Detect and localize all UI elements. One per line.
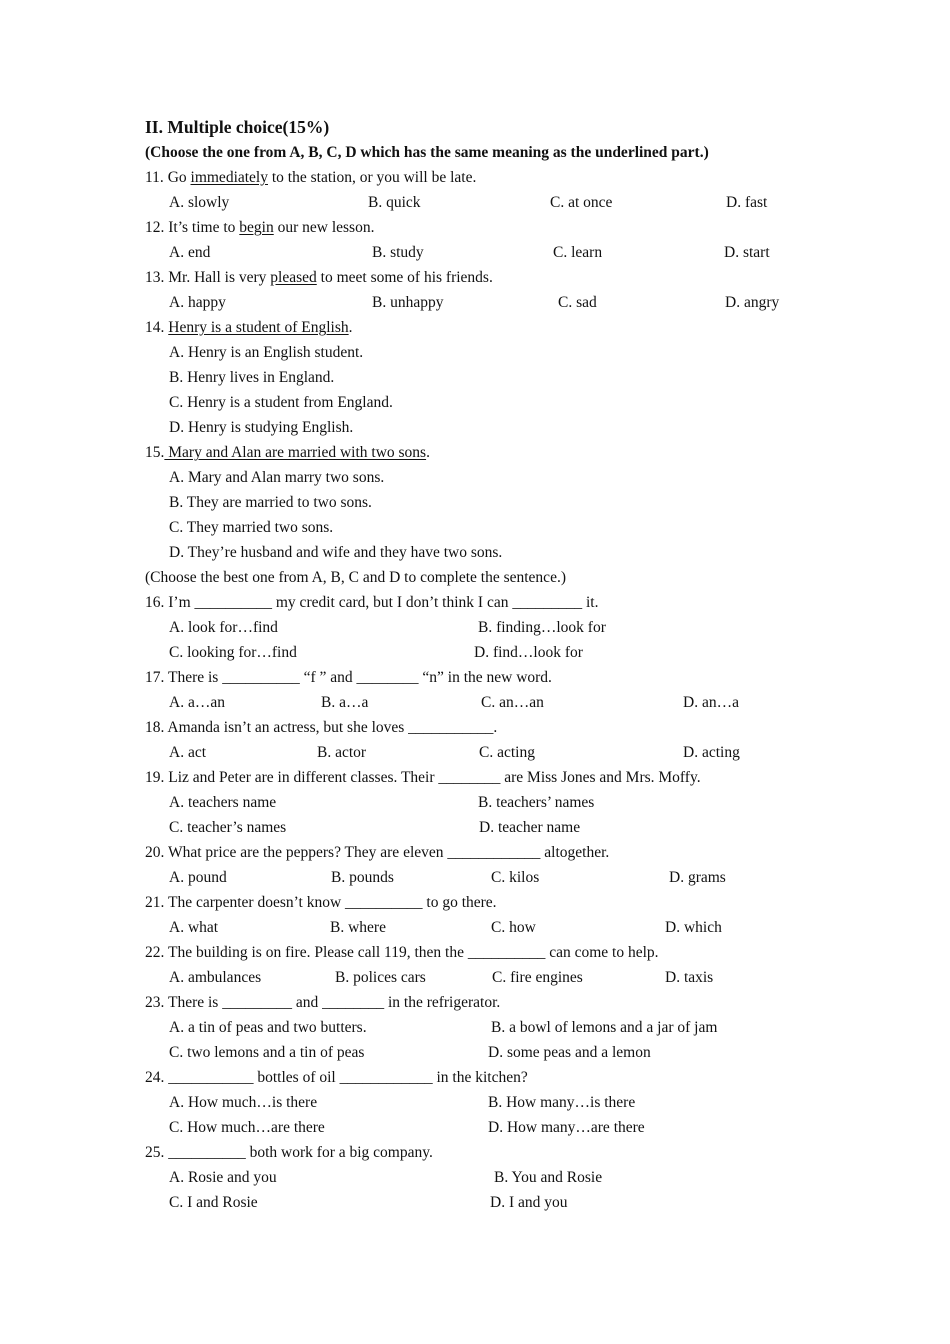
option-a: A. ambulances bbox=[169, 969, 262, 986]
option-c: C. at once bbox=[550, 194, 613, 211]
underlined-part: Mary and Alan are married with two sons bbox=[164, 444, 427, 461]
question-25: 25. __________ both work for a big company. bbox=[145, 1144, 433, 1161]
option-b: B. where bbox=[330, 919, 386, 936]
option-c: C. sad bbox=[558, 294, 597, 311]
option-a: A. act bbox=[169, 744, 207, 761]
option-d: D. an…a bbox=[683, 694, 739, 711]
options-25-row1 bbox=[145, 1165, 825, 1190]
options-23-row1 bbox=[145, 1015, 825, 1040]
options-22 bbox=[145, 965, 825, 990]
option-a: A. pound bbox=[169, 869, 227, 886]
option-b: B. They are married to two sons. bbox=[169, 494, 372, 511]
option-a: A. look for…find bbox=[169, 619, 278, 636]
option-b: B. a bowl of lemons and a jar of jam bbox=[491, 1019, 718, 1036]
options-16-row1 bbox=[145, 615, 825, 640]
question-18: 18. Amanda isn’t an actress, but she loves ___________. bbox=[145, 719, 498, 736]
option-b: B. unhappy bbox=[372, 294, 444, 311]
option-d: D. They’re husband and wife and they have two sons. bbox=[169, 544, 503, 561]
underlined-part: begin bbox=[239, 219, 274, 236]
option-b: B. How many…is there bbox=[488, 1094, 636, 1111]
section-instruction-2: (Choose the best one from A, B, C and D to complete the sentence.) bbox=[145, 569, 566, 586]
option-b: B. finding…look for bbox=[478, 619, 606, 636]
option-c: C. how bbox=[491, 919, 536, 936]
option-d: D. I and you bbox=[490, 1194, 568, 1211]
option-a: A. what bbox=[169, 919, 219, 936]
option-c: C. How much…are there bbox=[169, 1119, 325, 1136]
options-12 bbox=[145, 240, 825, 265]
option-d: D. angry bbox=[725, 294, 780, 311]
options-16-row2 bbox=[145, 640, 825, 665]
option-b: B. Henry lives in England. bbox=[169, 369, 335, 386]
option-b: B. teachers’ names bbox=[478, 794, 595, 811]
option-a: A. teachers name bbox=[169, 794, 277, 811]
option-a: A. How much…is there bbox=[169, 1094, 318, 1111]
option-d: D. some peas and a lemon bbox=[488, 1044, 651, 1061]
question-17: 17. There is __________ “f ” and ________ “n” in the new word. bbox=[145, 669, 552, 686]
question-22: 22. The building is on fire. Please call 119, then the __________ can come to help. bbox=[145, 944, 659, 961]
option-c: C. fire engines bbox=[492, 969, 583, 986]
option-d: D. acting bbox=[683, 744, 740, 761]
options-24-row2 bbox=[145, 1115, 825, 1140]
option-c: C. an…an bbox=[481, 694, 544, 711]
option-d: D. taxis bbox=[665, 969, 714, 986]
options-18 bbox=[145, 740, 825, 765]
options-17 bbox=[145, 690, 825, 715]
options-24-row1 bbox=[145, 1090, 825, 1115]
option-c: C. learn bbox=[553, 244, 603, 261]
section-instruction: (Choose the one from A, B, C, D which has the same meaning as the underlined part.) bbox=[145, 144, 709, 161]
question-13: 13. Mr. Hall is very pleased to meet some of his friends. bbox=[145, 269, 493, 286]
option-c: C. teacher’s names bbox=[169, 819, 287, 836]
options-21 bbox=[145, 915, 825, 940]
section-title: II. Multiple choice(15%) bbox=[145, 117, 330, 137]
options-13 bbox=[145, 290, 825, 315]
option-c: C. acting bbox=[479, 744, 535, 761]
question-16: 16. I’m __________ my credit card, but I don’t think I can _________ it. bbox=[145, 594, 599, 611]
option-a: A. slowly bbox=[169, 194, 230, 211]
underlined-part: Henry is a student of English bbox=[168, 319, 349, 336]
option-b: B. You and Rosie bbox=[494, 1169, 603, 1186]
option-d: D. How many…are there bbox=[488, 1119, 645, 1136]
question-21: 21. The carpenter doesn’t know __________ to go there. bbox=[145, 894, 497, 911]
underlined-part: immediately bbox=[190, 169, 268, 186]
question-14: 14. Henry is a student of English. bbox=[145, 319, 353, 336]
option-c: C. They married two sons. bbox=[169, 519, 334, 536]
option-b: B. pounds bbox=[331, 869, 394, 886]
options-20 bbox=[145, 865, 825, 890]
options-25-row2 bbox=[145, 1190, 825, 1215]
option-a: A. a tin of peas and two butters. bbox=[169, 1019, 367, 1036]
option-d: D. teacher name bbox=[479, 819, 581, 836]
option-d: D. find…look for bbox=[474, 644, 583, 661]
option-c: C. two lemons and a tin of peas bbox=[169, 1044, 365, 1061]
option-c: C. I and Rosie bbox=[169, 1194, 258, 1211]
underlined-part: pleased bbox=[270, 269, 317, 286]
option-a: A. happy bbox=[169, 294, 226, 311]
option-a: A. Mary and Alan marry two sons. bbox=[169, 469, 385, 486]
options-11 bbox=[145, 190, 825, 215]
options-19-row2 bbox=[145, 815, 825, 840]
option-c: C. kilos bbox=[491, 869, 540, 886]
question-20: 20. What price are the peppers? They are eleven ____________ altogether. bbox=[145, 844, 610, 861]
option-d: D. fast bbox=[726, 194, 768, 211]
option-c: C. looking for…find bbox=[169, 644, 297, 661]
option-b: B. study bbox=[372, 244, 424, 261]
option-c: C. Henry is a student from England. bbox=[169, 394, 393, 411]
option-b: B. polices cars bbox=[335, 969, 426, 986]
option-d: D. start bbox=[724, 244, 770, 261]
question-24: 24. ___________ bottles of oil ____________ in the kitchen? bbox=[145, 1069, 528, 1086]
question-19: 19. Liz and Peter are in different classes. Their ________ are Miss Jones and Mrs. Moffy. bbox=[145, 769, 701, 786]
question-23: 23. There is _________ and ________ in the refrigerator. bbox=[145, 994, 501, 1011]
question-11: 11. Go immediately to the station, or you will be late. bbox=[145, 169, 477, 186]
options-23-row2 bbox=[145, 1040, 825, 1065]
option-a: A. Rosie and you bbox=[169, 1169, 277, 1186]
option-d: D. Henry is studying English. bbox=[169, 419, 354, 436]
options-19-row1 bbox=[145, 790, 825, 815]
option-d: D. which bbox=[665, 919, 722, 936]
option-d: D. grams bbox=[669, 869, 726, 886]
option-b: B. actor bbox=[317, 744, 367, 761]
option-a: A. Henry is an English student. bbox=[169, 344, 364, 361]
option-a: A. end bbox=[169, 244, 211, 261]
option-b: B. a…a bbox=[321, 694, 369, 711]
option-b: B. quick bbox=[368, 194, 421, 211]
question-15: 15. Mary and Alan are married with two sons. bbox=[145, 444, 430, 461]
option-a: A. a…an bbox=[169, 694, 225, 711]
question-12: 12. It’s time to begin our new lesson. bbox=[145, 219, 375, 236]
worksheet bbox=[145, 114, 825, 1215]
